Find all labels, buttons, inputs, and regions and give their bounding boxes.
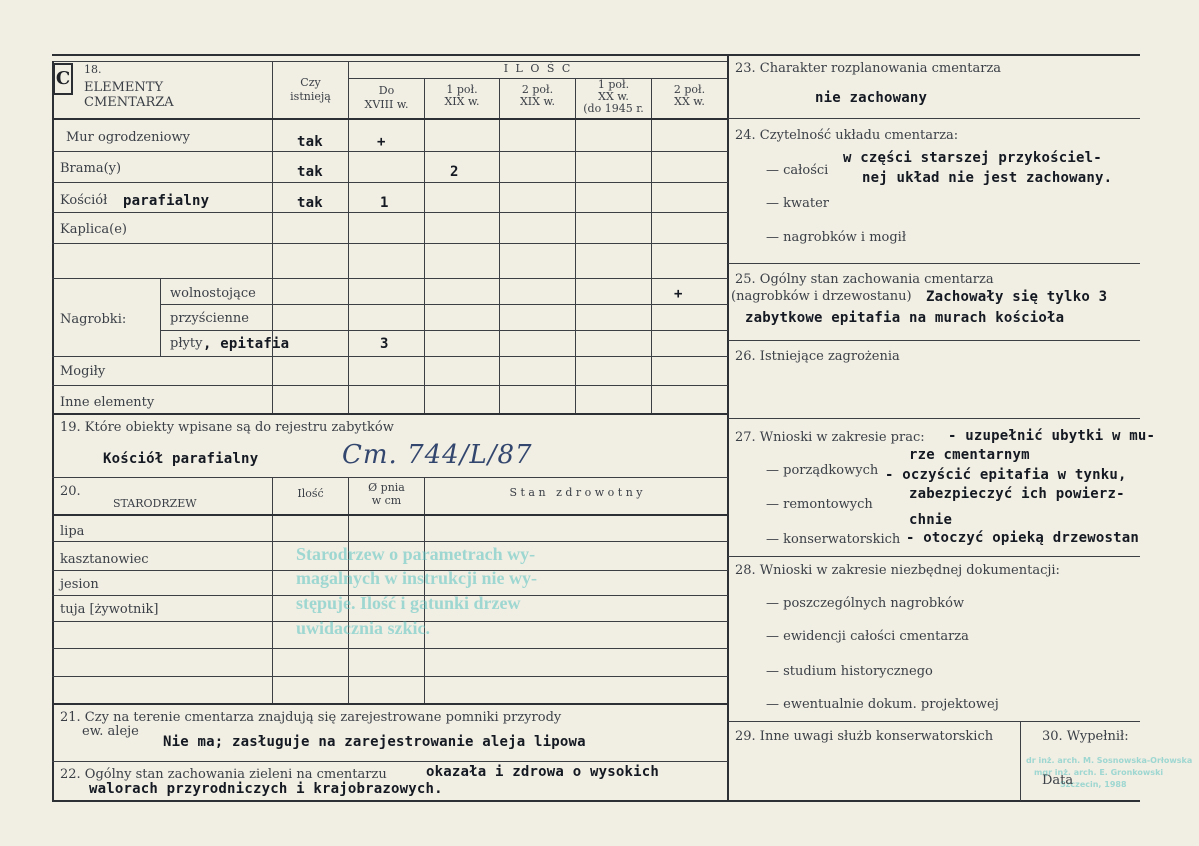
col-line — [575, 78, 576, 413]
s26-label: 26. Istniejące zagrożenia — [735, 349, 900, 364]
stamp-author: dr inż. arch. M. Sosnowska-Orłowska — [1026, 756, 1193, 765]
row-label-nagrobki: Nagrobki: — [60, 312, 127, 327]
s19-label: 19. Które obiekty wpisane są do rejestru zabytków — [60, 420, 394, 435]
s28-item: — poszczególnych nagrobków — [766, 596, 965, 611]
row-line — [52, 385, 728, 386]
row-line — [52, 118, 728, 120]
s27-typed: rze cmentarnym — [909, 447, 1030, 463]
frame-mid — [727, 54, 729, 802]
row-line — [52, 356, 728, 357]
header-czy: istnieją — [290, 90, 331, 103]
period-header: 1 poł. — [446, 83, 478, 96]
row-line — [52, 278, 728, 279]
tree-name: lipa — [60, 524, 85, 539]
col-line — [348, 61, 349, 413]
col-line — [348, 477, 349, 703]
col-line — [272, 477, 273, 703]
row-line — [52, 703, 728, 705]
plyty-do-xviii: 3 — [380, 336, 389, 352]
s21-label: ew. aleje — [82, 724, 139, 739]
s20-ilosc: Ilość — [297, 487, 324, 500]
row-line — [52, 182, 728, 183]
s29-label: 29. Inne uwagi służb konserwatorskich — [735, 729, 994, 744]
s27-typed: chnie — [909, 512, 953, 528]
row-line — [728, 556, 1140, 557]
s25-typed: Zachowały się tylko 3 — [926, 289, 1108, 305]
row-line — [160, 330, 728, 331]
s19-handwritten: Cm. 744/L/87 — [342, 440, 533, 470]
row-label-przyscienne: przyścienne — [170, 311, 249, 326]
s21-typed: Nie ma; zasługuje na zarejestrowanie aleja lipowa — [163, 734, 586, 750]
header-czy: Czy — [300, 76, 321, 89]
plyty-extra: , epitafia — [203, 336, 290, 352]
stamp-starodrzew: Starodrzew o parametrach wy- — [296, 544, 536, 564]
s24-nagrobkow: — nagrobków i mogił — [766, 230, 907, 245]
section-number: 18. — [84, 63, 102, 76]
frame-bottom — [52, 800, 1140, 802]
stamp-author: mgr inż. arch. E. Gronkowski — [1034, 768, 1164, 777]
header-ilosc: I L O Ś C — [503, 62, 573, 75]
s23-label: 23. Charakter rozplanowania cmentarza — [735, 61, 1002, 76]
row-line — [728, 263, 1140, 264]
stamp-starodrzew: magalnych w instrukcji nie wy- — [296, 568, 538, 588]
row-line — [52, 243, 728, 244]
row-line — [52, 514, 728, 516]
wolnostojace-2pol-xx: + — [674, 286, 683, 302]
s24-label: 24. Czytelność układu cmentarza: — [735, 128, 959, 143]
row-line — [52, 541, 728, 542]
section-letter: C — [53, 63, 73, 95]
col-line — [160, 278, 161, 356]
row-line — [728, 418, 1140, 419]
row-label-kosciol: Kościół — [60, 193, 108, 208]
brama-czy: tak — [297, 164, 323, 180]
period-header: 2 poł. — [521, 83, 554, 96]
row-line — [728, 118, 1140, 119]
row-line — [52, 477, 728, 478]
s24-calosci: — całości — [766, 163, 829, 178]
kosciol-extra: parafialny — [123, 193, 210, 209]
s27-remontowych: — remontowych — [766, 497, 873, 512]
col-line — [499, 78, 500, 413]
period-header: 2 poł. — [673, 83, 706, 96]
col-line — [272, 61, 273, 413]
s28-item: — ewidencji całości cmentarza — [766, 629, 969, 644]
s20-pnia: Ø pnia — [368, 481, 405, 494]
section-title: ELEMENTY — [84, 80, 164, 95]
row-line — [728, 721, 1140, 722]
row-label-brama: Brama(y) — [60, 161, 122, 176]
period-header: XX w. — [598, 90, 629, 103]
tree-name: jesion — [60, 577, 99, 592]
row-label-plyty: płyty — [170, 336, 203, 351]
s24-typed: nej układ nie jest zachowany. — [862, 170, 1113, 186]
s20-title: STARODRZEW — [113, 497, 197, 510]
s27-porzadkowych: — porządkowych — [766, 463, 879, 478]
row-label-kaplica: Kaplica(e) — [60, 222, 127, 237]
s27-typed: - oczyścić epitafia w tynku, — [885, 467, 1127, 483]
row-line — [52, 676, 728, 677]
s27-label: 27. Wnioski w zakresie prac: — [735, 430, 925, 445]
s25-typed: zabytkowe epitafia na murach kościoła — [745, 310, 1065, 326]
tree-name: tuja [żywotnik] — [60, 602, 159, 617]
period-header: XVIII w. — [364, 98, 409, 111]
period-header: XIX w. — [519, 95, 556, 108]
period-header: XX w. — [674, 95, 705, 108]
s27-typed: - uzupełnić ubytki w mu- — [948, 428, 1156, 444]
row-line — [52, 648, 728, 649]
row-line — [52, 212, 728, 213]
row-line — [728, 340, 1140, 341]
row-label-wolnostojace: wolnostojące — [170, 286, 256, 301]
s23-typed: nie zachowany — [815, 90, 928, 106]
s30-data: Data — [1042, 773, 1074, 788]
s27-konserwatorskich: — konserwatorskich — [766, 532, 901, 547]
s20-pnia: w cm — [371, 494, 402, 507]
s22-typed: walorach przyrodniczych i krajobrazowych. — [89, 781, 443, 797]
row-label-inne: Inne elementy — [60, 395, 155, 410]
s20-stan: S t a n z d r o w o t n y — [509, 486, 643, 499]
row-line — [160, 304, 728, 305]
s22-typed: okazała i zdrowa o wysokich — [426, 764, 659, 780]
row-line — [348, 78, 727, 79]
stamp-starodrzew: stępuje. Ilość i gatunki drzew — [296, 593, 521, 613]
period-header: XIX w. — [444, 95, 480, 108]
s28-label: 28. Wnioski w zakresie niezbędnej dokumentacji: — [735, 563, 1060, 578]
s28-item: — studium historycznego — [766, 664, 933, 679]
stamp-starodrzew: uwidacznia szkic. — [296, 618, 431, 638]
col-line — [651, 78, 652, 413]
row-line — [52, 761, 728, 762]
s27-typed: zabezpieczyć ich powierz- — [909, 486, 1125, 502]
s19-typed: Kościół parafialny — [103, 451, 259, 467]
tree-name: kasztanowiec — [60, 552, 149, 567]
frame-top — [52, 54, 1140, 56]
col-line — [424, 78, 425, 413]
mur-do-xviii: + — [377, 134, 386, 150]
period-header: Do — [378, 84, 395, 97]
s21-label: 21. Czy na terenie cmentarza znajdują się zarejestrowane pomniki przyrody — [60, 710, 562, 725]
mur-czy: tak — [297, 134, 323, 150]
col-line — [1020, 721, 1021, 801]
section-title: CMENTARZA — [84, 95, 174, 110]
s28-item: — ewentualnie dokum. projektowej — [766, 697, 999, 712]
row-line — [52, 413, 728, 415]
s24-kwater: — kwater — [766, 196, 830, 211]
s20-number: 20. — [60, 484, 81, 499]
s25-label: (nagrobków i drzewostanu) — [731, 289, 912, 304]
stamp-author: Szczecin, 1988 — [1060, 780, 1127, 789]
row-label-mur: Mur ogrodzeniowy — [66, 130, 190, 145]
frame-top-left — [52, 61, 728, 62]
col-line — [424, 477, 425, 703]
frame-left — [52, 61, 54, 802]
period-header: (do 1945 r. — [583, 102, 644, 115]
s25-label: 25. Ogólny stan zachowania cmentarza — [735, 272, 994, 287]
period-header: 1 poł. — [597, 78, 630, 91]
kosciol-czy: tak — [297, 195, 323, 211]
brama-1pol-xix: 2 — [450, 164, 459, 180]
s30-label: 30. Wypełnił: — [1042, 729, 1129, 744]
s27-typed: - otoczyć opieką drzewostan — [906, 530, 1139, 546]
row-label-mogily: Mogiły — [60, 364, 106, 379]
s22-label: 22. Ogólny stan zachowania zieleni na cmentarzu — [60, 767, 387, 782]
kosciol-do-xviii: 1 — [380, 195, 389, 211]
s24-typed: w części starszej przykościel- — [843, 150, 1102, 166]
row-line — [52, 151, 728, 152]
